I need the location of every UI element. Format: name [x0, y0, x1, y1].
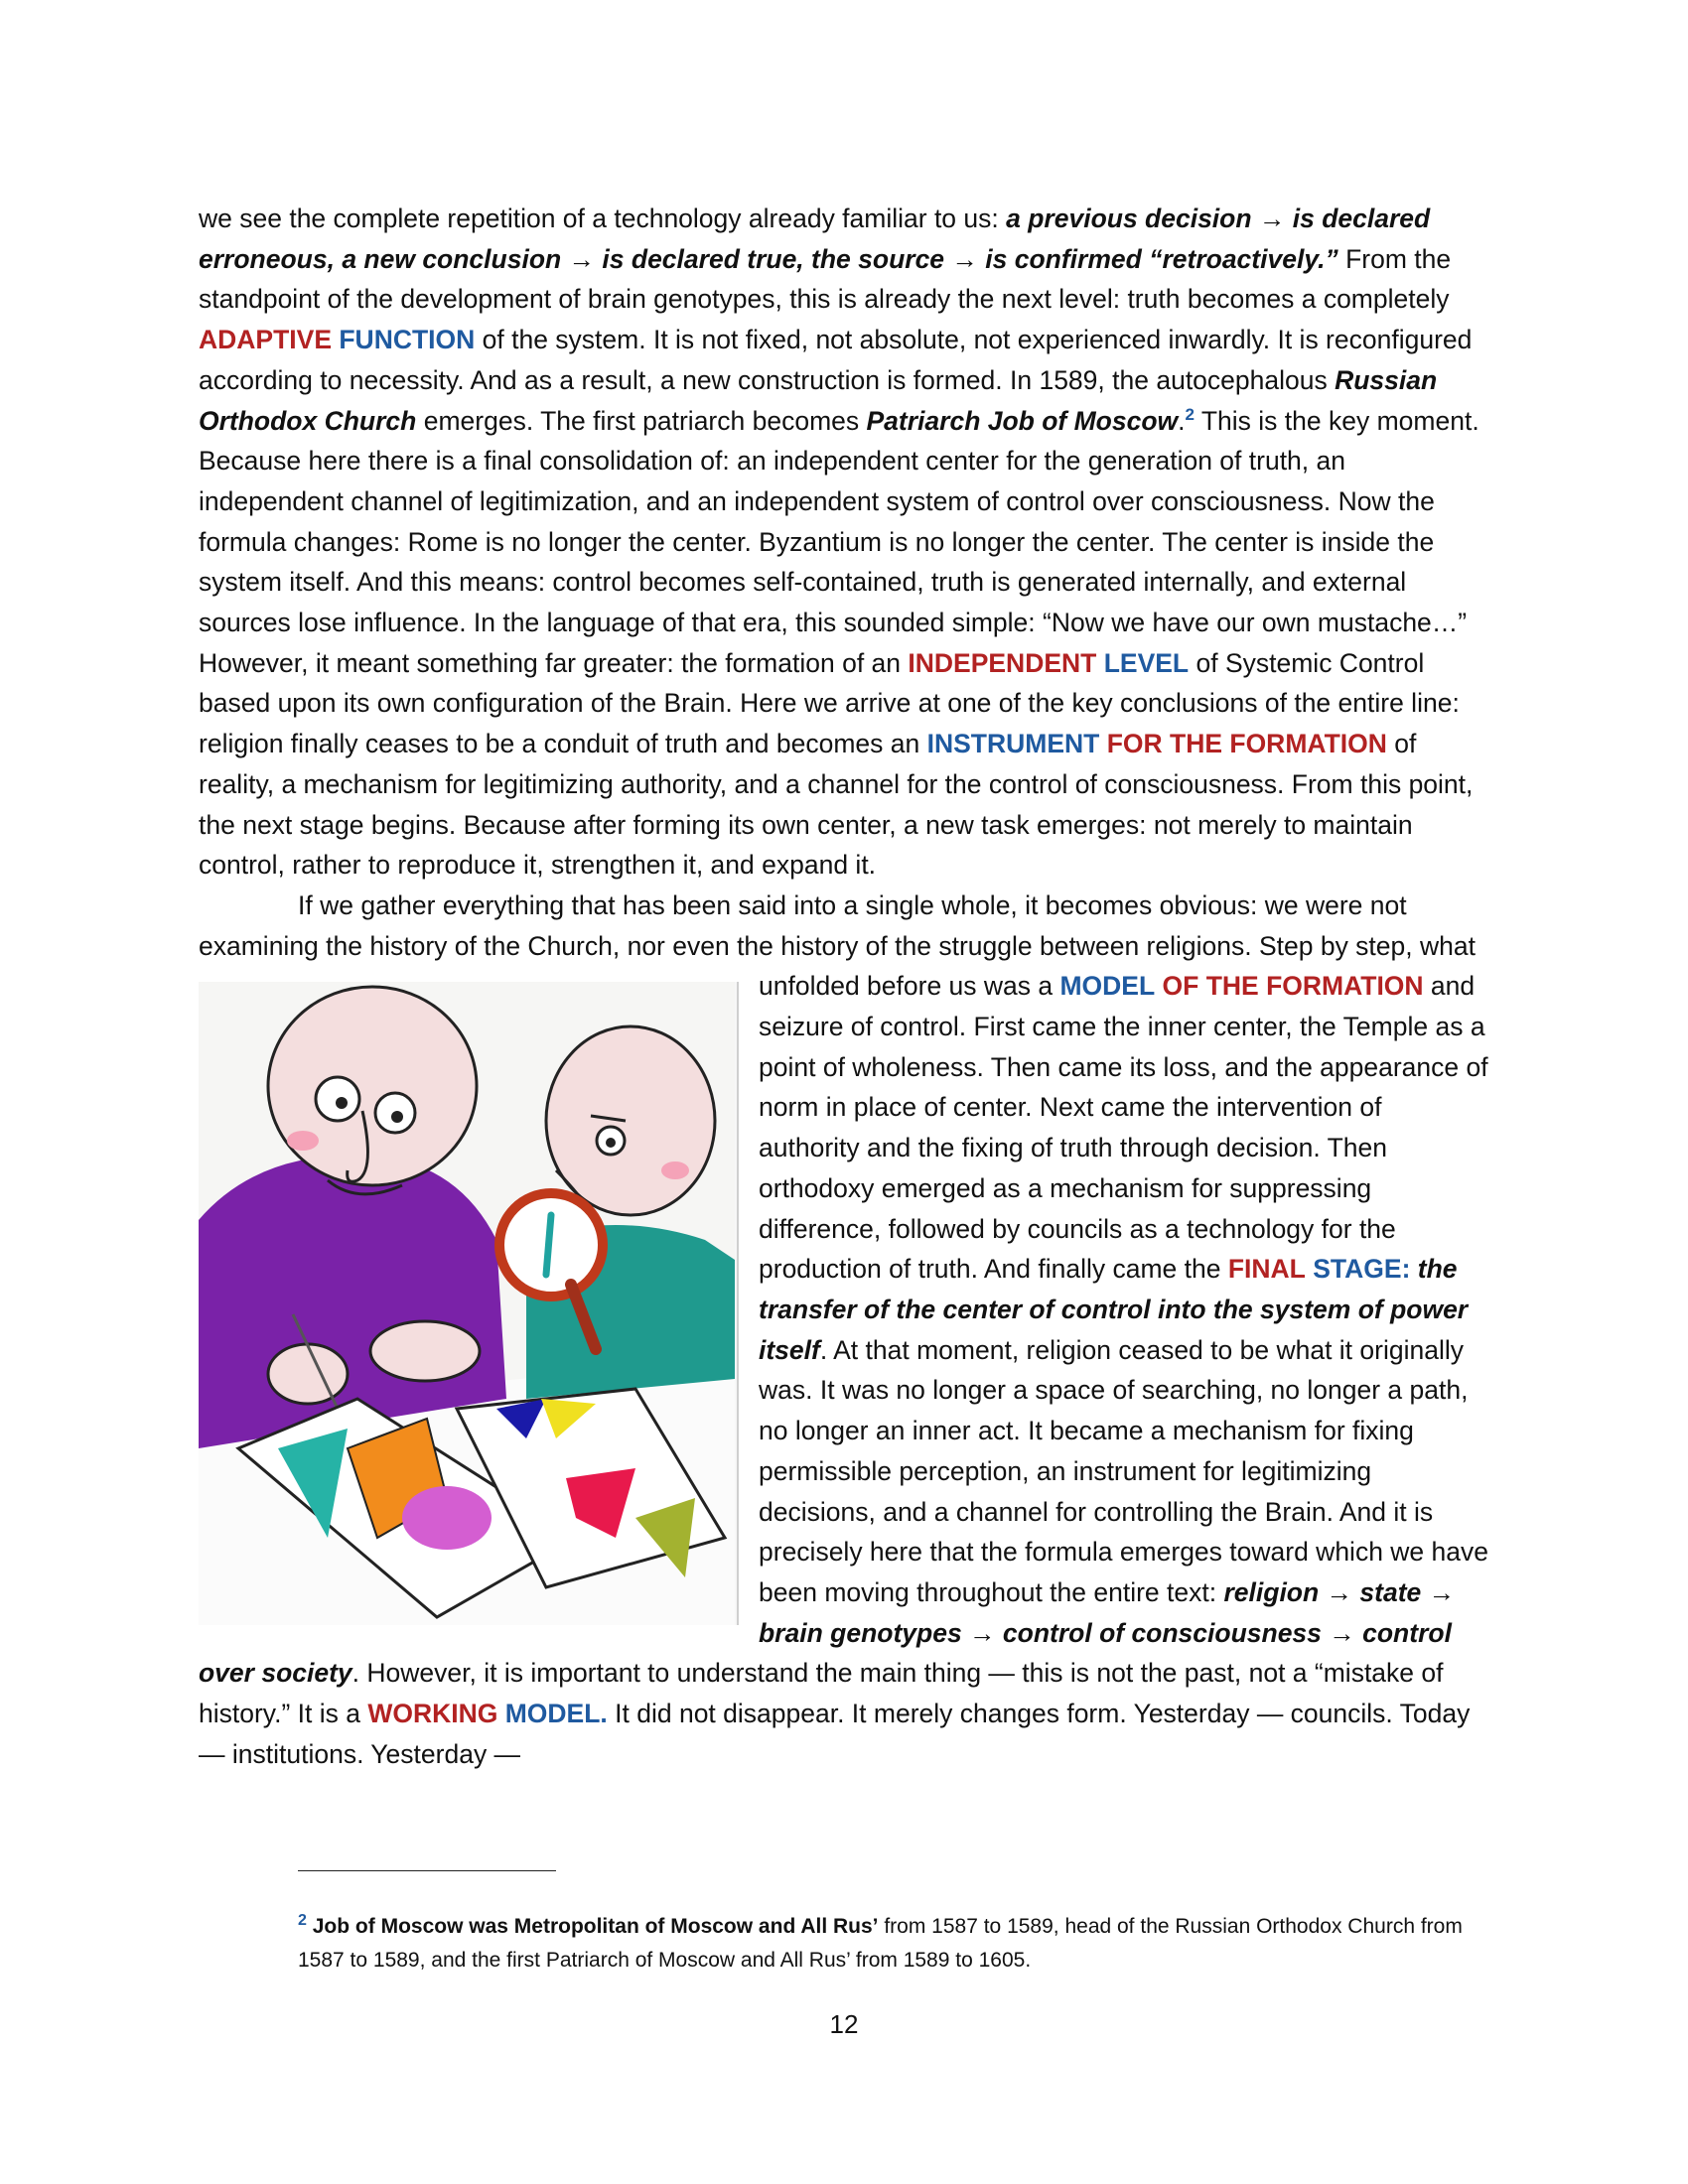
keyword-instrument: INSTRUMENT	[926, 729, 1100, 759]
keyword-function: FUNCTION	[339, 325, 476, 355]
emphasis-transfer: the transfer of the center of control into the system of power itself	[759, 1254, 1469, 1365]
emphasis-chain-formula: religion → state → brain genotypes → control of consciousness → control over society	[199, 1576, 1456, 1689]
illustration-image	[199, 982, 735, 1625]
keyword-model-end: MODEL.	[504, 1699, 608, 1729]
footnote-line	[199, 1904, 1489, 1978]
footnote-text: from 1587 to 1589, head of the Russian Orthodox Church from 1587 to 1589, and the first Patriarch of Moscow and All Rus’ from 1589 to 1605.	[298, 1915, 1463, 1972]
keyword-of-the-formation: OF THE FORMATION	[1162, 971, 1424, 1002]
footnote-number: 2	[298, 1912, 307, 1929]
page-number: 12	[829, 2009, 859, 2039]
paragraph-1: we see the complete repetition of a technology already familiar to us: a previous decision → is declared erroneous, a new conclusion → is declared true, the source → is confirmed “retroactively.” From the standpoint of the development of brain genotypes, this is already the next level: truth becomes a completely ADAPTIVE FUNCTION of the system. It is not fixed, not absolute, not experienced inwardly. It is reconfigured according to necessity. And as a result, a new construction is formed. In 1589, the autocephalous Russian Orthodox Church emerges. The first patriarch becomes Patriarch Job of Moscow.$^2$ This is the key moment. Because here there is a final consolidation of: an independent center for the generation of truth, an independent channel of legitimization, and an independent system of control over consciousness. Now the formula changes: Rome is no longer the center. Byzantium is no longer the center. The center is inside the system itself. And this means: control becomes self-contained, truth is generated internally, and external sources lose influence. In the language of that era, this sounded simple: “Now we have our own mustache…” However, it meant something far greater: the formation of an INDEPENDENT LEVEL of Systemic Control based upon its own configuration of the Brain. Here we arrive at one of the key conclusions of the entire line: religion finally ceases to be a conduit of truth and becomes an INSTRUMENT FOR THE FORMATION of reality, a mechanism for legitimizing authority, and a channel for the control of consciousness. From this point, the next stage begins. Because after forming its own center, a new task emerges: not merely to maintain control, rather to reproduce it, strengthen it, and expand it.	[199, 204, 1479, 881]
footnote-bold-text: Job of Moscow was Metropolitan of Moscow and All Rus’	[312, 1915, 879, 1938]
keyword-adaptive: ADAPTIVE	[199, 325, 332, 355]
footnote-reference[interactable]: 2	[1185, 404, 1195, 424]
emphasis-patriarch: Patriarch Job of Moscow	[866, 405, 1179, 436]
keyword-model: MODEL	[1059, 971, 1156, 1002]
keyword-independent: INDEPENDENT	[908, 647, 1097, 678]
keyword-working: WORKING	[367, 1699, 498, 1729]
keyword-level: LEVEL	[1103, 647, 1190, 678]
body-text	[199, 199, 1489, 1774]
footnote	[199, 1904, 1489, 1978]
footnote-separator	[298, 1870, 556, 1871]
keyword-stage: STAGE:	[1313, 1254, 1411, 1285]
keyword-for-the-formation: FOR THE FORMATION	[1106, 729, 1387, 759]
emphasis-formula: a previous decision → is declared erroneous, a new conclusion → is declared true, the source → is confirmed “retroactively.”	[199, 204, 1431, 274]
paragraph-2: If we gather everything that has been said into a single whole, it becomes obvious: we were not examining the history of the Church, nor even the history of the struggle between religions. Step by step, what unfolded before us was a MODEL OF THE FORMATION and seizure of control. First came the inner center, the Temple as a point of wholeness. Then came its loss, and the appearance of norm in place of center. Next came the intervention of authority and the fixing of truth through decision. Then orthodoxy emerged as a mechanism for suppressing difference, followed by councils as a technology for the production of truth. And finally came the FINAL STAGE: the transfer of the center of control into the system of power itself. At that moment, religion ceased to be what it originally was. It was no longer a space of searching, no longer a path, no longer an inner act. It became a mechanism for fixing permissible perception, an instrument for legitimizing decisions, and a channel for controlling the Brain. And it is precisely here that the formula emerges toward which we have been moving throughout the entire text: religion → state → brain genotypes → control of consciousness → control over society. However, it is important to understand the main thing — this is not the past, not a “mistake of history.” It is a WORKING MODEL. It did not disappear. It merely changes form. Yesterday — councils. Today — institutions. Yesterday —	[199, 889, 1488, 1769]
page-content	[199, 199, 1489, 1774]
emphasis-church: Russian Orthodox Church	[199, 364, 1438, 436]
keyword-final: FINAL	[1227, 1254, 1306, 1285]
illustration-two-men-examining-papers	[199, 982, 739, 1625]
